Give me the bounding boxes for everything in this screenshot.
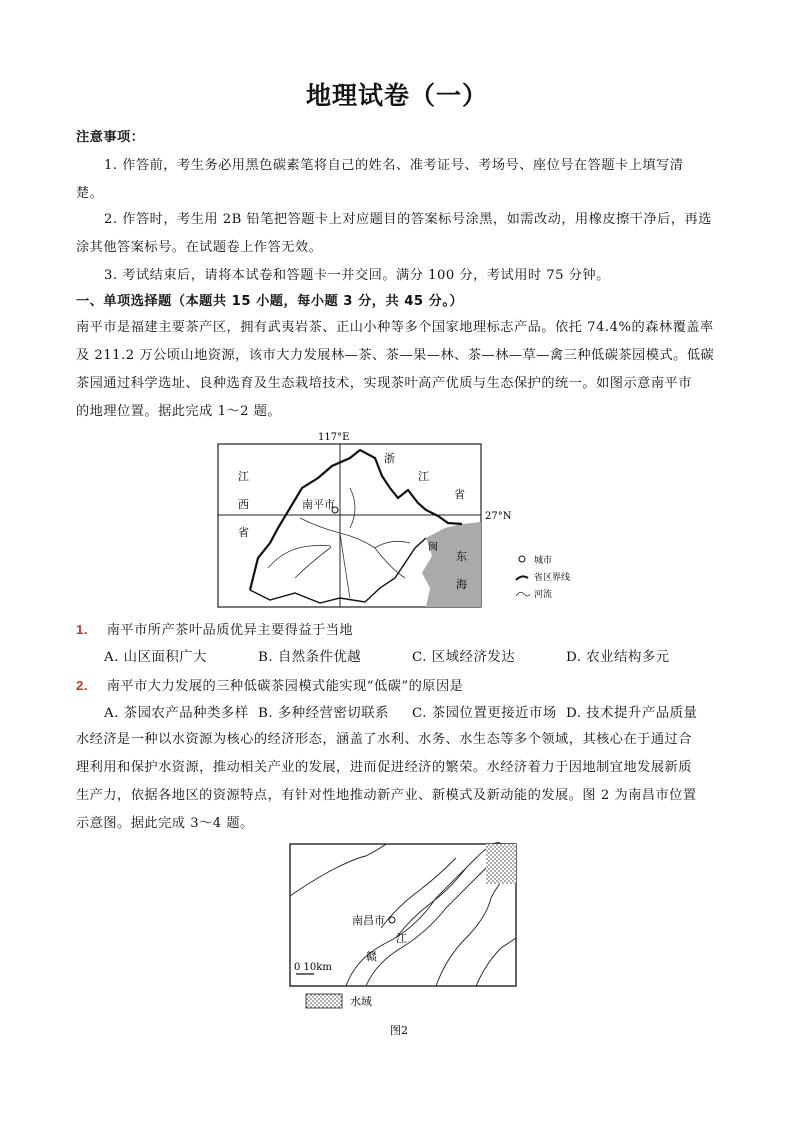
boundary-icon bbox=[516, 576, 528, 580]
label-zhe: 浙 bbox=[384, 452, 395, 465]
section-heading: 一、单项选择题（本题共 15 小题，每小题 3 分，共 45 分。） bbox=[76, 294, 464, 309]
q2-option-c[interactable]: C. 茶园位置更接近市场 bbox=[412, 706, 557, 721]
passage2-line-3: 生产力，依据各地区的资源特点，有针对性地推动新产业、新模式及新动能的发展。图 2 为南昌市位置 bbox=[76, 788, 697, 803]
label-sheng-w: 省 bbox=[238, 526, 249, 539]
label-xi: 西 bbox=[238, 498, 249, 511]
water-legend-swatch bbox=[306, 994, 342, 1008]
q1-option-a[interactable]: A. 山区面积广大 bbox=[104, 650, 208, 665]
passage1-line-3: 茶园通过科学选址、良种选育及生态栽培技术，实现茶叶高产优质与生态保护的统一。如图示意南平市 bbox=[76, 376, 692, 391]
label-nanchang: 南昌市 bbox=[352, 914, 385, 927]
notice-line-4: 涂其他答案标号。在试题卷上作答无效。 bbox=[76, 240, 323, 255]
q2-stem: 南平市大力发展的三种低碳茶园模式能实现“低碳”的原因是 bbox=[106, 679, 464, 694]
label-jiang-e: 江 bbox=[418, 470, 429, 483]
passage2-line-1: 水经济是一种以水资源为核心的经济形态，涵盖了水利、水务、水生态等多个领域，其核心在于通过合 bbox=[76, 732, 692, 747]
label-jiang: 江 bbox=[238, 470, 249, 483]
nanping-map bbox=[200, 428, 620, 613]
q1-option-d[interactable]: D. 农业结构多元 bbox=[566, 650, 670, 665]
label-city: 南平市 bbox=[302, 498, 335, 511]
circle-icon bbox=[519, 556, 525, 562]
notice-line-5: 3. 考试结束后，请将本试卷和答题卡一并交回。满分 100 分，考试用时 75 分钟。 bbox=[104, 268, 610, 283]
label-hai: 海 bbox=[456, 578, 467, 591]
lon-label: 117°E bbox=[318, 432, 350, 443]
water-area bbox=[486, 844, 516, 884]
legend-boundary: 省区界线 bbox=[534, 573, 571, 583]
q2-option-d[interactable]: D. 技术提升产品质量 bbox=[566, 706, 698, 721]
question-1 bbox=[76, 616, 353, 645]
passage1-line-4: 的地理位置。据此完成 1～2 题。 bbox=[76, 404, 282, 419]
q1-number: 1. bbox=[76, 622, 88, 637]
passage1-line-1: 南平市是福建主要茶产区，拥有武夷岩茶、正山小种等多个国家地理标志产品。依托 74.4%的森林覆盖率 bbox=[76, 320, 714, 335]
notice-heading: 注意事项： bbox=[76, 130, 145, 145]
legend-river: 河流 bbox=[534, 590, 553, 600]
label-gan: 赣 bbox=[366, 950, 377, 963]
passage2-line-4: 示意图。据此完成 3～4 题。 bbox=[76, 816, 254, 831]
legend-water: 水域 bbox=[350, 995, 372, 1008]
city-marker bbox=[389, 917, 395, 923]
river-icon bbox=[516, 592, 530, 596]
notice-line-1: 1. 作答前，考生务必用黑色碳素笔将自己的姓名、准考证号、考场号、座位号在答题卡上填写清 bbox=[104, 158, 684, 173]
label-sheng-e: 省 bbox=[454, 488, 465, 501]
q2-option-a[interactable]: A. 茶园农产品种类多样 bbox=[104, 706, 249, 721]
passage2-line-2: 理利用和保护水资源，推动相关产业的发展，进而促进经济的繁荣。水经济着力于因地制宜地发展新质 bbox=[76, 760, 692, 775]
scale-label: 0 10km bbox=[294, 962, 332, 973]
q1-option-c[interactable]: C. 区域经济发达 bbox=[412, 650, 516, 665]
q1-option-b[interactable]: B. 自然条件优越 bbox=[258, 650, 362, 665]
figure-caption: 图2 bbox=[390, 1024, 408, 1037]
question-2 bbox=[76, 672, 463, 701]
legend-city: 城市 bbox=[534, 556, 553, 566]
nanchang-map bbox=[286, 838, 526, 1038]
label-jiang: 江 bbox=[396, 932, 407, 945]
notice-line-3: 2. 作答时，考生用 2B 铅笔把答题卡上对应题目的答案标号涂黑，如需改动，用橡皮擦干净后，再选 bbox=[104, 212, 712, 227]
q2-option-b[interactable]: B. 多种经营密切联系 bbox=[258, 706, 389, 721]
q1-stem: 南平市所产茶叶品质优异主要得益于当地 bbox=[106, 623, 354, 638]
lat-label: 27°N bbox=[485, 511, 512, 522]
label-dong: 东 bbox=[456, 550, 467, 563]
q2-number: 2. bbox=[76, 678, 88, 693]
label-min: 闽 bbox=[428, 542, 438, 553]
passage1-line-2: 及 211.2 万公顷山地资源，该市大力发展林—茶、茶—果—林、茶—林—草—禽三种低碳茶园模式。低碳 bbox=[76, 348, 715, 363]
notice-line-2: 楚。 bbox=[76, 186, 104, 201]
page-title: 地理试卷（一） bbox=[305, 81, 488, 110]
